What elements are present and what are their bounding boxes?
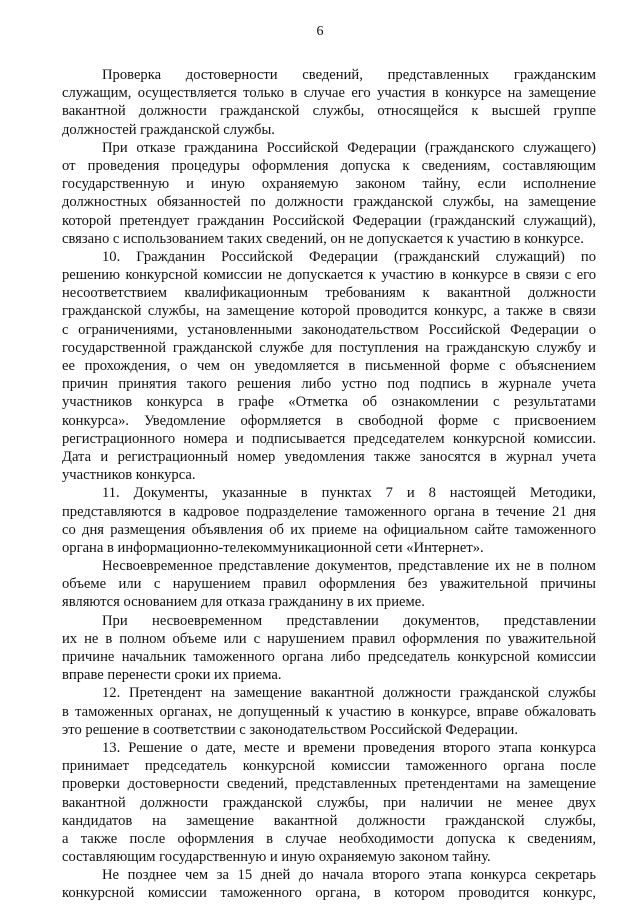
text-line: это решение в соответствии с законодательством Российской Федерации. (62, 721, 518, 738)
page-number: 6 (316, 24, 324, 39)
text-line: 11. Документы, указанные в пунктах 7 и 8 настоящей Методики, (102, 485, 596, 502)
text-line: конкурса». Уведомление оформляется в свободной форме с присвоением (62, 412, 596, 429)
text-line: должностей гражданской службы. (62, 121, 275, 138)
text-line: При несвоевременном представлении документов, представлении (102, 612, 596, 629)
text-line: вправе перенести сроки их приема. (62, 667, 282, 684)
text-line: При отказе гражданина Российской Федерации (гражданского служащего) (102, 139, 596, 156)
text-line: 10. Гражданин Российской Федерации (гражданский служащий) по (102, 248, 596, 265)
text-line: в таможенных органах, не допущенный к участию в конкурсе, вправе обжаловать (62, 703, 596, 720)
text-line: связано с использованием таких сведений, он не допускается к участию в конкурсе. (62, 230, 584, 247)
text-line: конкурсной комиссии таможенного органа, в котором проводится конкурс, (62, 885, 596, 902)
text-line: государственной гражданской службе для поступления на гражданскую службу и (62, 339, 596, 356)
text-line: решению конкурсной комиссии не допускается к участию в конкурсе в связи с его (62, 267, 596, 284)
body-text (62, 66, 596, 903)
text-line: 13. Решение о дате, месте и времени проведения второго этапа конкурса (102, 739, 596, 756)
text-line: участников конкурса. (62, 467, 196, 484)
text-line: регистрационного номера и подписывается председателем конкурсной комиссии. (62, 430, 596, 447)
text-line: которой претендует гражданин Российской Федерации (гражданский служащий), (62, 212, 596, 229)
text-line: Не позднее чем за 15 дней до начала второго этапа конкурса секретарь (102, 867, 596, 884)
text-line: представляются в кадровое подразделение таможенного органа в течение 21 дня (62, 503, 596, 520)
text-line: объеме или с нарушением правил оформления без уважительной причины (62, 576, 596, 593)
text-line: служащим, осуществляется только в случае его участия в конкурсе на замещение (62, 85, 596, 102)
text-line: причине начальник таможенного органа либо председатель конкурсной комиссии (62, 649, 596, 665)
text-line: участников конкурса в графе «Отметка об ознакомлении с результатами (62, 394, 596, 411)
text-line: Несвоевременное представление документов, представление их не в полном (102, 558, 596, 575)
text-line: их не в полном объеме или с нарушением правил оформления по уважительной (62, 630, 596, 647)
text-line: со дня размещения объявления об их приеме на официальном сайте таможенного (62, 521, 596, 538)
text-line: Проверка достоверности сведений, представленных гражданским (102, 67, 596, 83)
text-line: вакантной должности гражданской службы, при наличии не менее двух (62, 794, 596, 811)
text-line: органа в информационно-телекоммуникационной сети «Интернет». (62, 539, 484, 556)
text-line: несоответствием квалификационным требованиям к вакантной должности (62, 285, 596, 302)
text-line: должностных обязанностей по должности гражданской службы, на замещение (62, 194, 596, 211)
text-line: государственную и иную охраняемую законом тайну, если исполнение (62, 176, 596, 193)
text-line: проверки достоверности сведений, представленных претендентами на замещение (62, 776, 596, 793)
text-line: ее прохождения, о чем он уведомляется в письменной форме с объяснением (62, 358, 596, 374)
text-line: являются основанием для отказа гражданину в их приеме. (62, 594, 425, 611)
text-line: принимает председатель конкурсной комиссии таможенного органа после (62, 758, 596, 775)
text-line: 12. Претендент на замещение вакантной должности гражданской службы (102, 685, 596, 702)
text-line: составляющим государственную и иную охраняемую законом тайну. (62, 849, 491, 866)
text-line: гражданской службы, на замещение которой проводится конкурс, а также в связи (62, 303, 596, 320)
text-line: Дата и регистрационный номер уведомления также заносятся в журнал учета (62, 448, 596, 465)
text-line: кандидатов на замещение вакантной должности гражданской службы, (62, 812, 596, 829)
text-line: вакантной должности гражданской службы, относящейся к высшей группе (62, 103, 596, 120)
text-line: а также после оформления в случае необходимости допуска к сведениям, (62, 830, 596, 847)
text-line: с ограничениями, установленными законодательством Российской Федерации о (62, 321, 596, 338)
text-line: причин принятия такого решения либо устно под подпись в журнале учета (62, 376, 596, 393)
text-line: от проведения процедуры оформления допуска к сведениям, составляющим (62, 157, 596, 174)
